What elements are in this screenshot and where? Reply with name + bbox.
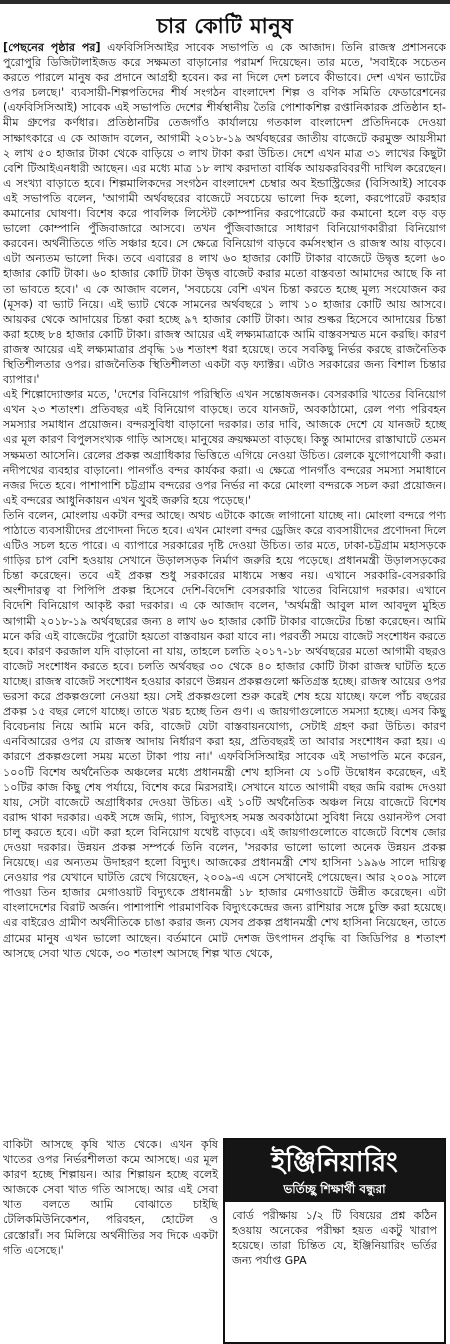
engineering-admission-ad (223, 1138, 446, 1344)
article-tail: বাকিটা আসছে কৃষি খাত থেকে। এখন কৃষি খাতের ওপর নির্ভরশীলতা কমে আসছে। এর মূল কারণ হচ্ছে শিল্পায়ন। আর শিল্পায়ন হচ্ছে বলেই আজকে সেবা খাত গতি আসছে। আর এই সেবা খাত বলতে আমি বোঝাতে চাইছি টেলিকমিউনিকেশন, পরিবহন, হোটেল ও রেস্তোরাঁ। সব মিলিয়ে অর্থনীতির সব দিকে একটা গতি এসেছে।' (3, 1138, 218, 1257)
paragraph-1 (3, 40, 446, 387)
paragraph-2: এই শিল্পোদ্যোক্তার মতে, 'দেশের বিনিয়োগ পরিস্থিতি এখন সন্তোষজনক। বেসরকারি খাতের বিনিয়োগ এখন ২৩ শতাংশ। প্রতিবছর এই বিনিয়োগ বাড়ছে। তবে যানজট, অবকাঠামো, রেল পণ্য পরিবহন সমস্যার সমাধান প্রয়োজন। বন্দরসুবিধা বাড়ানো দরকার। তার দাবি, আজকে দেশে যে যানজট হচ্ছে এর মূল কারণ বিপুলসংখ্যক গাড়ি আসছে। মানুষের ক্রয়ক্ষমতা বাড়ছে। কিন্তু আমাদের রাস্তাঘাটে তেমন সক্ষমতা আসেনি। রেলের প্রকল্প অগ্রাধিকার ভিত্তিতে এগিয়ে নেওয়া উচিত। রেলকে যুগোপযোগী করা। নদীপথের ব্যবহার বাড়ানো। পানগাঁও বন্দর কার্যকর করা। এ ক্ষেত্রে পানগাঁও বন্দরের সমস্যা সমাধানে নজর দিতে হবে। পাশাপাশি চট্টগ্রাম বন্দরের ওপর নির্ভর না করে মোংলা বন্দরকে সচল করা প্রয়োজন। এই বন্দরের আধুনিকায়ন এখন খুবই জরুরি হয়ে পড়েছে।' (3, 388, 446, 507)
ad-title: ইঞ্জিনিয়ারিং (271, 1147, 398, 1178)
headline: চার কোটি মানুষ (156, 14, 294, 38)
top-rule (0, 0, 450, 4)
continued-from-marker: [পেছনের পৃষ্ঠার পর] (3, 41, 101, 54)
paragraph-1-text: এফবিসিসিআইর সাবেক সভাপতি এ কে আজাদ। তিনি রাজস্ব প্রশাসনকে পুরোপুরি ডিজিটালাইজড করে সক্ষমতা বাড়ানোর পরামর্শ দিয়েছেন। তার মতে, 'সবাইকে সচেতন করতে পারলে মানুষ কর প্রদানে আগ্রহী হবেন। কর না দিলে দেশ চলবে কীভাবে। দেশ এখন ভ্যাটের ওপর চলছে।' ব্যবসায়ী-শিল্পপতিদের শীর্ষ সংগঠন বাংলাদেশ শিল্প ও বণিক সমিতি ফেডারেশনের (এফবিসিসিআই) সাবেক এই সভাপতি দেশের শীর্ষস্থানীয় তৈরি পোশাকশিল্প রপ্তানিকারক প্রতিষ্ঠান হা-মীম গ্রুপের কর্ণধার। প্রতিষ্ঠানটির তেজগাঁও কার্যালয়ে গতকাল বাংলাদেশ প্রতিদিনকে দেওয়া সাক্ষাৎকারে এ কে আজাদ বলেন, আগামী ২০১৮-১৯ অর্থবছরের জাতীয় বাজেটে করমুক্ত আয়সীমা ২ লাখ ৫০ হাজার টাকা থেকে বাড়িয়ে ৩ লাখ টাকা করা উচিত। দেশে এখন মাত্র ৩১ লাখের কিছুটা বেশি টিআইএনধারী আছেন। এর মধ্যে মাত্র ১৮ লাখ করদাতা বার্ষিক আয়করবিবরণী দাখিল করেছেন। এ সংখ্যা বাড়াতে হবে। শিল্পমালিকদের সংগঠন বাংলাদেশ চেম্বার অব ইন্ডাস্ট্রিজের (বিসিআই) সাবেক এই সভাপতি বলেন, 'আগামী অর্থবছরের বাজেটে সবচেয়ে ভালো দিক হলো, করপোরেট করহার কমানোর ঘোষণা। বিশেষ করে পাবলিক লিস্টেট কোম্পানির করপোরেটে কর কমানো হলে বড় বড় ভালো কোম্পানি পুঁজিবাজারে আসবে। তখন পুঁজিবাজারে সাধারণ বিনিয়োগকারীরা বিনিয়োগ করবেন। অর্থনীতিতে গতি সঞ্চার হবে। সে ক্ষেত্রে বিনিয়োগ বাড়বে কর্মসংস্থান ও রাজস্ব আয় বাড়বে। এটা অন্যতম ভালো দিক। তবে এবারের ৪ লাখ ৬০ হাজার কোটি টাকার বাজেটে উদ্বৃত্ত হলো ৬০ হাজার কোটি টাকা। ৬০ হাজার কোটি টাকা উদ্বৃত্ত বাজেট করার মতো বাস্তবতা আমাদের আছে কি না তা ভাবতে হবে।' এ কে আজাদ বলেন, 'সবচেয়ে বেশি এখন চিন্তা করতে হচ্ছে মূল্য সংযোজন কর (মূসক) বা ভ্যাট নিয়ে। এই ভ্যাট থেকে সামনের অর্থবছরে ১ লাখ ১০ হাজার কোটি আয় আসবে। আয়কর থেকে আদায়ের চিন্তা করা হচ্ছে ৯৭ হাজার কোটি টাকা। আর শুল্কর হিসেবে আদায়ের চিন্তা করা হচ্ছে ৮৪ হাজার কোটি টাকা। রাজস্ব আয়ের এই লক্ষ্যমাত্রাকে আমি বাস্তবসম্মত মনে করছি। কারণ রাজস্ব আয়ের এই লক্ষ্যমাত্রার প্রবৃদ্ধি ১৬ শতাংশ ধরা হয়েছে। তবে সবকিছু নির্ভর করছে রাজনৈতিক স্থিতিশীলতার ওপর। রাজনৈতিক স্থিতিশীলতা একটা বড় ফ্যাক্টর। এটাও সরকারের জন্য বিশাল চিন্তার ব্যাপার।' (3, 41, 446, 387)
paragraph-3: তিনি বলেন, মোংলায় একটা বন্দর আছে। অথচ এটাকে কাজে লাগানো যাচ্ছে না। মোংলা বন্দরে পণ্য পাঠাতে ব্যবসায়ীদের প্রণোদনা দিতে হবে। এখন মোংলা বন্দর ড্রেজিং করে ব্যবসায়ীদের প্রণোদনা দিলে এটিও সচল হতে পারে। এ ব্যাপারে সরকারের দৃষ্টি দেওয়া উচিত। তার মতে, ঢাকা-চট্টগ্রাম মহাসড়কে গাড়ির চাপ বেশি হওয়ায় সেখানে উড়ালসড়ক নির্মাণ জরুরি হয়ে পড়েছে। প্রধানমন্ত্রী উড়ালসড়কের চিন্তা করেছেন। তবে এই প্রকল্প শুধু সরকারের মাধ্যমে সম্ভব নয়। এখানে সরকারি-বেসরকারি অংশীদারত্ব বা পিপিপি প্রকল্প হিসেবে দেশি-বিদেশি বেসরকারি খাতের বিনিয়োগ দরকার। এখানে বিদেশি বিনিয়োগ আকৃষ্ট করা দরকার। এ কে আজাদ বলেন, 'অর্থমন্ত্রী আবুল মাল আবদুল মুহিত আগামী ২০১৮-১৯ অর্থবছরের জন্য ৪ লাখ ৬০ হাজার কোটি টাকার বাজেটের চিন্তা করেছেন। আমি মনে করি এই বাজেটের পুরোটা হয়তো বাস্তবায়ন করা যাবে না। পরবর্তী সময়ে বাজেট সংশোধন করতে হবে। কারণ করজাল যদি বাড়ানো না যায়, তাহলে চলতি ২০১৭-১৮ অর্থবছরের মতো আগামী বছরও বাজেট সংশোধন করতে হবে। চলতি অর্থবছর ৩০ থেকে ৪০ হাজার কোটি টাকা রাজস্ব ঘাটতি হতে যাচ্ছে। রাজস্ব বাজেট সংশোধন হওয়ার কারণে উন্নয়ন প্রকল্পগুলো ক্ষতিগ্রস্ত হচ্ছে। রাজস্ব আয়ের ওপর ভরসা করে প্রকল্পগুলো নেওয়া হয়। সেই প্রকল্পগুলো শুরু করেই শেষ হয়ে যাচ্ছে। ফলে পাঁচ বছরের প্রকল্প ১৫ বছর লেগে যাচ্ছে। তাতে খরচ হচ্ছে তিন গুণ। এ জায়গাগুলোতে সমস্যা হচ্ছে। এসব কিছু বিবেচনায় নিয়ে আমি মনে করি, বাজেট যেটা বাস্তবায়নযোগ্য, সেটাই গ্রহণ করা উচিত। কারণ এনবিআরের ওপর যে রাজস্ব আদায় নির্ধারণ করা হয়, প্রতিবছরই তা আবার সংশোধন করা হয়। এ কারণে প্রকল্পগুলো সময় মতো টাকা পায় না।' এফবিসিসিআইর সাবেক এই সভাপতি মনে করেন, ১০০টি বিশেষ অর্থনৈতিক অঞ্চলের মধ্যে প্রধানমন্ত্রী শেখ হাসিনা যে ১০টি উদ্বোধন করেছেন, এই ১০টির কাজ কিছু শেষ পর্যায়ে, বিশেষ করে মিরসরাই। সেখানে যাতে আগামী বছর জমি বরাদ্দ দেওয়া যায়, সেটা বাজেটে অগ্রাধিকার দেওয়া উচিত। এই ১০টি অর্থনৈতিক অঞ্চল নিয়ে বাজেটে বিশেষ বরাদ্দ থাকা দরকার। একই সঙ্গে জমি, গ্যাস, বিদ্যুৎসহ সমস্ত অবকাঠামো সুবিধা নিয়ে ওয়ানস্টপ সেবা চালু করতে হবে। এটা করা হলে বিনিয়োগ যথেষ্ট বাড়বে। এই জায়গাগুলোতে বাজেটে বিশেষ জোর দেওয়া দরকার। উন্নয়ন প্রকল্প সম্পর্কে তিনি বলেন, 'সরকার ভালো ভালো অনেক উন্নয়ন প্রকল্প নিয়েছে। এর অন্যতম উদাহরণ হলো বিদ্যুৎ। আজকের প্রধানমন্ত্রী শেখ হাসিনা ১৯৯৬ সালে দায়িত্ব নেওয়ার পর যেখানে ঘাটতি রেখে গিয়েছেন, ২০০৯-এ এসে সেখানেই পেয়েছেন। আর ২০০৯ সালে পাওয়া তিন হাজার মেগাওয়াট বিদ্যুৎকে প্রধানমন্ত্রী ১৮ হাজার মেগাওয়াটে উন্নীত করেছেন। এটা বাংলাদেশের বিরাট অর্জন। পাশাপাশি পারমাণবিক বিদ্যুৎকেন্দ্রের জন্য রাশিয়ার সঙ্গে চুক্তি করা হয়েছে। এর বাইরেও গ্রামীণ অর্থনীতিকে চাঙা করার জন্য যেসব প্রকল্প প্রধানমন্ত্রী শেখ হাসিনা নিয়েছেন, তাতে গ্রামের মানুষ এখন ভালো আছেন। বর্তমানে মোট দেশজ উৎপাদন প্রবৃদ্ধি বা জিডিপির ৪ শতাংশ আসছে সেবা খাত থেকে, ৩০ শতাংশ আসছে শিল্প খাত থেকে, (3, 508, 446, 960)
article-body (3, 40, 446, 961)
ad-banner (225, 1140, 444, 1202)
ad-subtitle: ভর্তিচ্ছু শিক্ষার্থী বন্ধুরা (283, 1182, 386, 1196)
ad-body: বোর্ড পরীক্ষায় ১/২ টি বিষয়ের প্রশ্ন কঠিন হওয়ায় অনেকের পরীক্ষা হয়ত একটু খারাপ হয়েছে। তারা চিন্তিত যে, ইঞ্জিনিয়ারিং ভর্তির জন্য পর্যাপ্ত GPA (232, 1209, 437, 1267)
